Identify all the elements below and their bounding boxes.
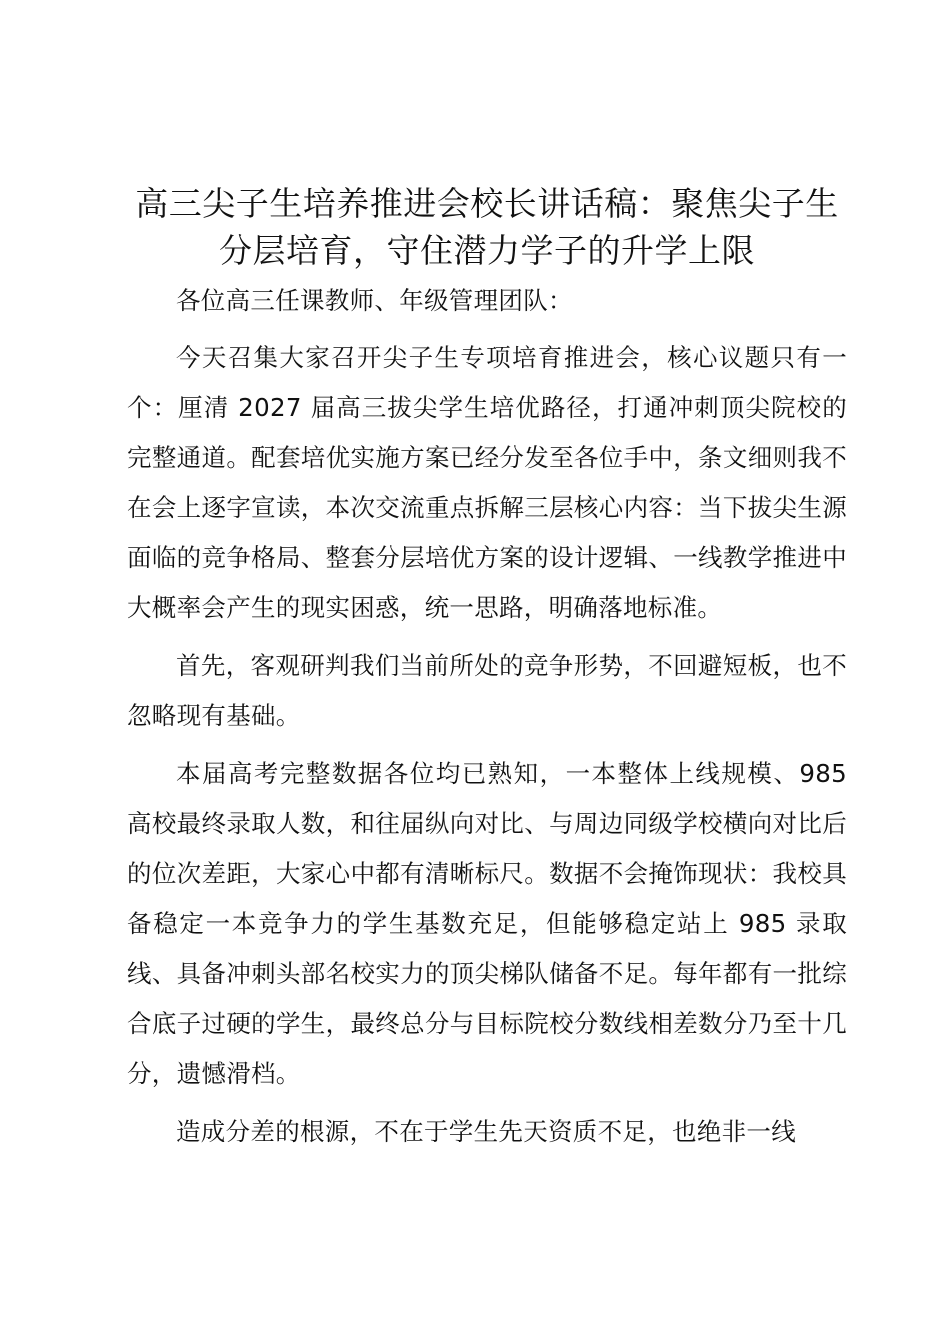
document-page [127,180,847,1157]
paragraph-1: 今天召集大家召开尖子生专项培育推进会，核心议题只有一个：厘清 2027 届高三拔尖学生培优路径，打通冲刺顶尖院校的完整通道。配套培优实施方案已经分发至各位手中，条文细则我不在会上逐字宣读，本次交流重点拆解三层核心内容：当下拔尖生源面临的竞争格局、整套分层培优方案的设计逻辑、一线教学推进中大概率会产生的现实困惑，统一思路，明确落地标准。 [127,343,847,622]
document-title: 高三尖子生培养推进会校长讲话稿：聚焦尖子生分层培育，守住潜力学子的升学上限 [135,184,839,270]
salutation: 各位高三任课教师、年级管理团队： [176,286,573,315]
paragraph-2: 首先，客观研判我们当前所处的竞争形势，不回避短板，也不忽略现有基础。 [127,651,847,730]
paragraph-4: 造成分差的根源，不在于学生先天资质不足，也绝非一线 [176,1117,796,1146]
paragraph-3: 本届高考完整数据各位均已熟知，一本整体上线规模、985 高校最终录取人数，和往届纵向对比、与周边同级学校横向对比后的位次差距，大家心中都有清晰标尺。数据不会掩饰现状：我校具备稳定一本竞争力的学生基数充足，但能够稳定站上 985 录取线、具备冲刺头部名校实力的顶尖梯队储备不足。每年都有一批综合底子过硬的学生，最终总分与目标院校分数线相差数分乃至十几分，遗憾滑档。 [127,759,847,1088]
